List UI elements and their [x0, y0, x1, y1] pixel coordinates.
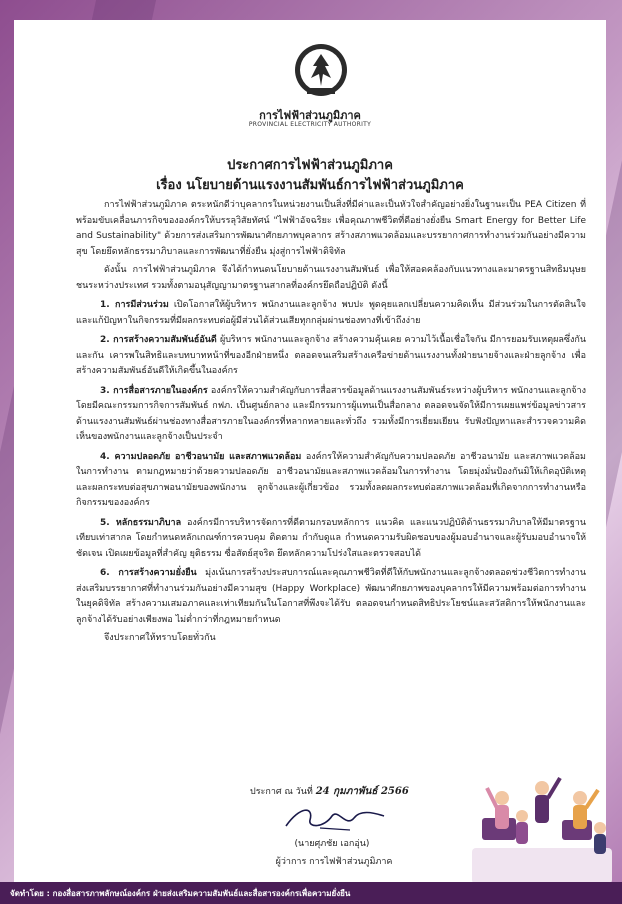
signature-icon — [280, 798, 390, 838]
intro-paragraph: การไฟฟ้าส่วนภูมิภาค ตระหนักดีว่าบุคลากรในหน่วยงานเป็นสิ่งที่มีค่าและเป็นหัวใจสำคัญอย่างยิ่งในฐานะเป็น PEA Citizen ที่พร้อมขับเคลื่อนภารกิจขององค์กรให้บรรลุวิสัยทัศน์ "ไฟฟ้าอัจฉริยะ เพื่อคุณภาพชีวิตที่ดีอย่างยั่งยืน Smart Energy for Better Life and Sustainability" ด้วยการส่งเสริมการพัฒนาศักยภาพบุคลากร สร้างสภาพแวดล้อมและบรรยากาศการทำงานร่วมกันอย่างมีความสุข โดยยึดหลักธรรมาภิบาลและการพัฒนาที่ยั่งยืน มุ่งสู่การไฟฟ้าดิจิทัล — [76, 200, 586, 257]
signer-name: (นายศุภชัย เอกอุ่น) — [294, 839, 370, 849]
footer-credit: จัดทำโดย : กองสื่อสารภาพลักษณ์องค์กร ฝ่ายส่งเสริมความสัมพันธ์และสื่อสารองค์กรเพื่อความยั่งยืน — [10, 889, 351, 898]
item-number: 6. — [100, 568, 110, 578]
item-text: เปิดโอกาสให้ผู้บริหาร พนักงานและลูกจ้าง พบปะ พูดคุยแลกเปลี่ยนความคิดเห็น มีส่วนร่วมในการตัดสินใจและแก้ปัญหาในกิจกรรมที่มีผลกระทบต่อผู้มีส่วนได้ส่วนเสียทุกกลุ่มผ่านช่องทางที่เข้าถึงง่าย — [76, 300, 586, 326]
item-text: ผู้บริหาร พนักงานและลูกจ้าง สร้างความคุ้นเคย ความไว้เนื้อเชื่อใจกัน มีการยอมรับเหตุผลซึ่งกันและกัน เคารพในสิทธิและบทบาทหน้าที่ของอีกฝ่ายหนึ่ง ตลอดจนเสริมสร้างเครือข่ายด้านแรงงานทั้งฝ่ายนายจ้างและฝ่ายลูกจ้าง เพื่อสร้างความสัมพันธ์อันดีให้เกิดขึ้นในองค์กร — [76, 335, 586, 376]
item-heading: ความปลอดภัย อาชีวอนามัย และสภาพแวดล้อม — [114, 451, 302, 462]
item-number: 1. — [100, 300, 110, 310]
policy-item-1 — [76, 298, 586, 329]
footer-bar — [0, 882, 622, 904]
org-name-thai: การไฟฟ้าส่วนภูมิภาค — [259, 109, 361, 122]
item-number: 3. — [100, 385, 110, 396]
policy-item-2 — [76, 333, 586, 380]
announcement-subject: เรื่อง นโยบายด้านแรงงานสัมพันธ์การไฟฟ้าส่วนภูมิภาค — [156, 178, 464, 193]
item-heading: การสื่อสารภายในองค์กร — [113, 385, 208, 396]
item-text: องค์กรให้ความสำคัญกับการสื่อสารข้อมูลด้านแรงงานสัมพันธ์ระหว่างผู้บริหาร พนักงานและลูกจ้าง โดยมีคณะกรรมการกิจการสัมพันธ์ กฟภ. เป็นศูนย์กลาง และมีกรรมการผู้แทนเป็นสื่อกลาง ตลอดจนจัดให้มีการเผยแพร่ข้อมูลข่าวสารด้านแรงงานสัมพันธ์ผ่านช่องทางสื่อสารภายในองค์กรที่หลากหลายและทั่วถึง รวมทั้งมีการเยี่ยมเยียน รับฟังปัญหาและสำรวจความคิดเห็นของพนักงานและลูกจ้างเป็นประจำ — [76, 385, 586, 442]
item-heading: การสร้างความสัมพันธ์อันดี — [113, 335, 217, 345]
team-celebration-illustration-icon — [462, 758, 622, 898]
item-text: มุ่งเน้นการสร้างประสบการณ์และคุณภาพชีวิตที่ดีให้กับพนักงานและลูกจ้างตลอดช่วงชีวิตการทำงาน ส่งเสริมบรรยากาศที่ทำงานร่วมกันอย่างมีความสุข (Happy Workplace) พัฒนาศักยภาพของบุคลากรให้มีความพร้อมต่อการทำงานในยุคดิจิทัล สร้างความเสมอภาคและเท่าเทียมกันในโอกาสที่พึงจะได้รับ ตลอดจนกำหนดสิทธิประโยชน์และสวัสดิการให้พนักงานและลูกจ้างได้รับอย่างเพียงพอ ไม่ต่ำกว่าที่กฎหมายกำหนด — [76, 568, 586, 625]
item-number: 5. — [100, 517, 110, 528]
org-name-english: PROVINCIAL ELECTRICITY AUTHORITY — [248, 121, 372, 128]
policy-item-5 — [76, 516, 586, 563]
item-text: องค์กรมีการบริหารจัดการที่ดีตามกรอบหลักการ แนวคิด และแนวปฏิบัติด้านธรรมาภิบาลให้มีมาตรฐานเทียบเท่าสากล โดยกำหนดหลักเกณฑ์การควบคุม ติดตาม กำกับดูแล กำหนดความรับผิดชอบของผู้มอบอำนาจและผู้รับมอบอำนาจให้ชัดเจน เปิดเผยข้อมูลที่สำคัญ ยุติธรรม ซื่อสัตย์สุจริต ยึดหลักความโปร่งใสและตรวจสอบได้ — [76, 517, 586, 559]
item-text: องค์กรให้ความสำคัญกับความปลอดภัย อาชีวอนามัย และสภาพแวดล้อมในการทำงาน ตามกฎหมายว่าด้วยความปลอดภัย อาชีวอนามัยและสภาพแวดล้อมในการทำงาน โดยมุ่งมั่นป้องกันมิให้เกิดอุบัติเหตุและผลกระทบต่อสุขภาพอนามัยของพนักงาน ลูกจ้างและผู้เกี่ยวข้อง รวมทั้งลดผลกระทบต่อสภาพแวดล้อมที่เกิดจากการทำงานหรือกิจกรรมขององค์กร — [76, 451, 586, 508]
item-number: 2. — [100, 335, 110, 345]
document-header — [14, 20, 606, 140]
date-prefix: ประกาศ ณ วันที่ — [250, 787, 313, 797]
pea-logo-icon — [293, 42, 349, 102]
policy-item-4 — [76, 450, 586, 512]
announcement-date — [250, 784, 409, 799]
item-heading: หลักธรรมาภิบาล — [115, 517, 182, 528]
policy-item-3 — [76, 384, 586, 446]
announcement-body — [76, 198, 586, 650]
intro-paragraph-2: ดังนั้น การไฟฟ้าส่วนภูมิภาค จึงได้กำหนดนโยบายด้านแรงงานสัมพันธ์ เพื่อให้สอดคล้องกับแนวทางและมาตรฐานสิทธิมนุษยชนระหว่างประเทศ รวมทั้งตามอนุสัญญามาตรฐานสากลที่องค์กรยึดถือปฏิบัติ ดังนี้ — [76, 265, 586, 291]
announcement-title: ประกาศการไฟฟ้าส่วนภูมิภาค — [227, 158, 393, 173]
date-handwritten: 24 กุมภาพันธ์ 2566 — [315, 786, 409, 797]
closing-line: จึงประกาศให้ทราบโดยทั่วกัน — [104, 633, 216, 643]
item-heading: การมีส่วนร่วม — [115, 300, 169, 310]
signer-position: ผู้ว่าการ การไฟฟ้าส่วนภูมิภาค — [275, 857, 393, 867]
policy-item-6 — [76, 566, 586, 628]
item-heading: การสร้างความยั่งยืน — [118, 568, 197, 578]
item-number: 4. — [100, 451, 110, 462]
document-page — [14, 20, 606, 882]
